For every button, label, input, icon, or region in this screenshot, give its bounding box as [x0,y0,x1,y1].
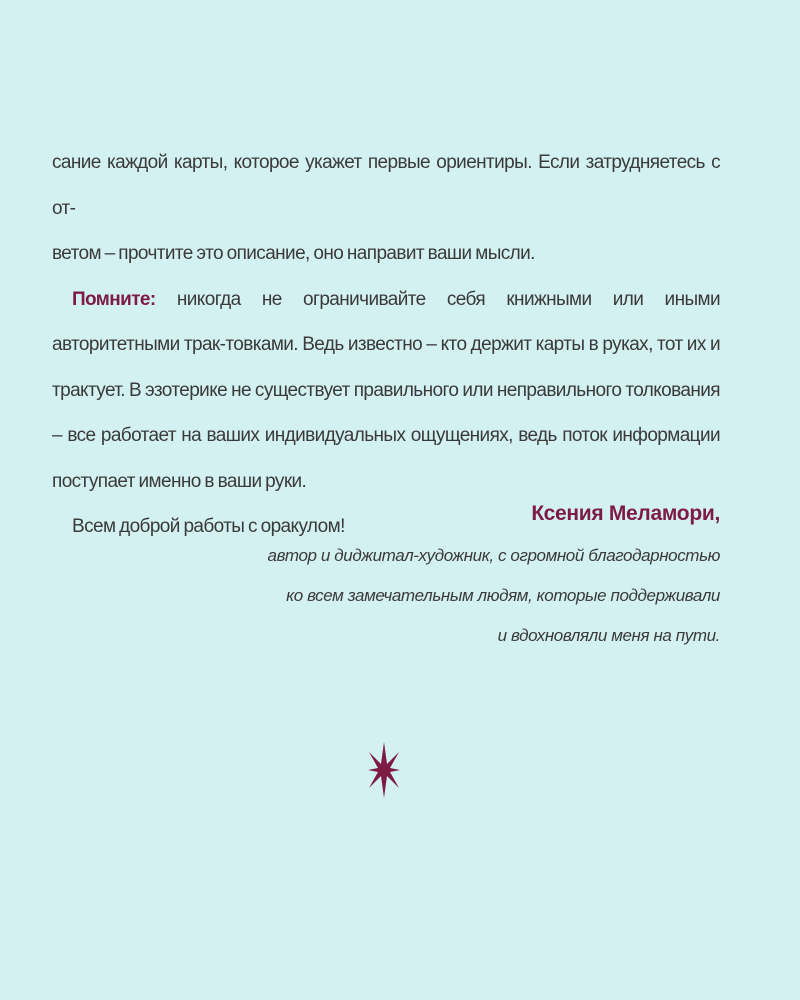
paragraph-line: ветом – прочтите это описание, оно направит ваши мысли. [52,243,535,264]
author-description-line: ко всем замечательным людям, которые поддерживали [286,586,720,605]
paragraph-line: сание каждой карты, которое укажет первые ориентиры. Если затрудняетесь с от- [52,152,720,219]
eight-point-star-icon [366,740,402,800]
author-name: Ксения Меламори, [531,502,720,525]
text-block [52,140,720,550]
author-description-line: и вдохновляли меня на пути. [497,626,720,645]
reminder-label: Помните: [72,288,156,310]
author-description-line: автор и диджитал-художник, с огромной благодарностью [267,546,720,565]
paragraph-closing: Всем доброй работы с оракулом! [72,516,345,537]
reminder-text: никогда не ограничивайте себя книжными или иными авторитетными трак-товками. Ведь известно – кто держит карты в руках, тот их и трактует. В эзотерике не существует правильного или неправильного толкования – все работает на ваших индивидуальных ощущениях, ведь поток информации поступает именно в ваши руки. [52,288,720,492]
paragraph-continuation [52,140,720,277]
paragraph-reminder [52,277,720,505]
signature-block [268,492,720,656]
